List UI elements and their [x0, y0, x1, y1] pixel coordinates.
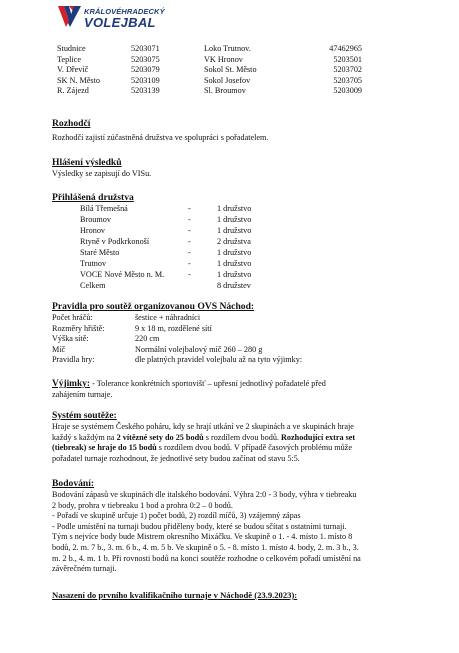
rule-label: Výška sítě: [52, 334, 89, 344]
rule-label: Míč [52, 344, 66, 354]
club-name: Sokol Josefov [204, 75, 251, 85]
team-name: Trutnov [80, 259, 107, 268]
team-count: 1 družstvo [217, 204, 252, 213]
club-name: V. Dřevíč [57, 65, 89, 75]
team-count: 1 družstvo [217, 226, 252, 235]
team-dash: - [188, 237, 191, 246]
team-count: 1 družstvo [217, 270, 252, 279]
rule-value: Normální volejbalový míč 260 – 280 g [135, 344, 263, 354]
club-code: 5203501 [333, 54, 362, 64]
team-dash: - [188, 226, 191, 235]
team-count: 8 družstev [217, 281, 251, 290]
system-line: Hraje se systémem Českého poháru, kdy se hrají utkání ve 2 skupinách a ve skupinách hraje [52, 422, 354, 431]
vyjimky-text-line2: zahájením turnaje. [52, 390, 113, 399]
team-name: Hronov [80, 226, 106, 235]
club-code: 5203075 [131, 54, 160, 64]
team-dash: - [188, 215, 191, 224]
team-name: Rtyně v Podkrkonoší [80, 237, 150, 246]
system-heading: Systém soutěže: [52, 410, 117, 421]
club-name: VK Hronov [204, 54, 243, 64]
hlaseni-heading: Hlášení výsledků [52, 157, 122, 168]
rozhodci-heading: Rozhodčí [52, 118, 91, 129]
rule-label: Počet hráčů: [52, 313, 93, 322]
club-code: 5203071 [131, 44, 160, 53]
bodovani-line: m. 2 b., 4. m. 1 b. Při rovnosti bodů na konci soutěže rozhodne o celkovém pořadí umístění na [52, 553, 361, 563]
bodovani-line: bodů, 2. m. 7 b., 3. m. 6 b., 4. m. 5 b. Ve skupině o 5. - 8. místo 1. místo 4. body, 2. m. 3 b., 3. [52, 542, 359, 552]
vyjimky-paragraph [52, 379, 326, 389]
kralovehradecky-volejbal-logo [57, 5, 167, 31]
team-dash: - [188, 204, 191, 213]
team-count: 1 družstvo [217, 259, 252, 268]
rule-value: dle platných pravidel volejbalu až na tyto výjimky: [135, 355, 303, 365]
rule-value: šestice + náhradníci [135, 313, 201, 322]
team-name: Celkem [80, 281, 106, 290]
team-dash: - [188, 248, 191, 257]
prihlasena-heading: Přihlášená družstva [52, 192, 134, 203]
bodovani-paragraph [52, 490, 412, 575]
bodovani-line: 2 body, prohra v tiebreaku 1 bod a prohra 0:2 – 0 bodů. [52, 500, 233, 510]
club-code: 5203139 [131, 86, 160, 96]
club-name: Studnice [57, 44, 86, 53]
system-line: každý s každým na 2 vítězné sety do 25 bodů s rozdílem dvou bodů. Rozhodující extra set [52, 432, 356, 442]
hlaseni-text: Výsledky se zapisují do VISu. [52, 169, 152, 178]
nasazeni-heading: Nasazení do prvního kvalifikačního turnaje v Náchodě (23.9.2023): [52, 590, 298, 600]
system-paragraph [52, 422, 412, 464]
logo-emblem-icon [57, 5, 83, 29]
club-name: Loko Trutnov. [204, 44, 251, 53]
vyjimky-heading: Výjimky: [52, 379, 91, 389]
bodovani-line: závěrečném turnaji. [52, 564, 117, 574]
team-name: Broumov [80, 215, 111, 224]
club-code: 5203079 [131, 65, 160, 75]
club-code: 5203009 [333, 86, 362, 96]
rule-label: Rozměry hřiště: [52, 323, 105, 333]
team-name: Bílá Třemešná [80, 204, 128, 213]
rozhodci-text: Rozhodčí zajistí zúčastněná družstva ve spolupráci s pořadatelem. [52, 133, 269, 142]
system-line: (tiebreak) se hraje do 15 bodů s rozdílem dvou bodů. V případě časových problému může [52, 443, 352, 453]
bodovani-line: Bodování zápasů ve skupinách dle italského bodování. Výhra 2:0 - 3 body, výhra v tiebreaku [52, 490, 357, 499]
rule-value: 220 cm [135, 334, 160, 344]
logo-line1: KRÁLOVÉHRADECKÝ [84, 7, 165, 16]
bodovani-line: - Pořadí ve skupině určuje 1) počet bodů, 2) rozdíl míčů, 3) vzájemný zápas [52, 511, 301, 521]
club-code: 5203109 [131, 75, 160, 85]
rule-label: Pravidla hry: [52, 355, 95, 365]
team-name: Staré Město [80, 248, 120, 257]
club-code: 47462965 [329, 44, 362, 53]
bodovani-heading: Bodování: [52, 478, 95, 489]
club-name: Teplice [57, 54, 81, 64]
pravidla-heading: Pravidla pro soutěž organizovanou OVS Náchod: [52, 301, 255, 312]
team-count: 1 družstvo [217, 248, 252, 257]
club-name: SK N. Město [57, 75, 100, 85]
team-name: VOCE Nové Město n. M. [80, 270, 165, 279]
system-line: pořadatel turnaje rozhodnout, že jednotlivé sety budou začínat od stavu 5:5. [52, 453, 300, 463]
bodovani-line: Tým s nejvíce body bude Mistrem okresního Mixáčku. Ve skupině o 1. - 4. místo 1. místo 8 [52, 532, 353, 542]
team-count: 1 družstvo [217, 215, 252, 224]
rule-value: 9 x 18 m, rozdělené sítí [135, 323, 212, 333]
club-code: 5203702 [333, 65, 362, 75]
club-code: 5203705 [333, 75, 362, 85]
team-dash: - [188, 270, 191, 279]
bodovani-line: - Podle umístění na turnaji budou přiděleny body, které se budou sčítat s ostatními turnaji. [52, 521, 347, 531]
club-name: Sokol St. Město [204, 65, 257, 75]
logo-line2: VOLEJBAL [84, 15, 156, 30]
club-name: R. Zájezd [57, 86, 89, 96]
vyjimky-text: - Tolerance konkrétních sportovišť – upřesní jednotlivý pořadatelé před [90, 379, 326, 388]
team-dash: - [188, 259, 191, 268]
club-name: Sl. Broumov [204, 86, 246, 96]
team-count: 2 družstva [217, 237, 251, 246]
